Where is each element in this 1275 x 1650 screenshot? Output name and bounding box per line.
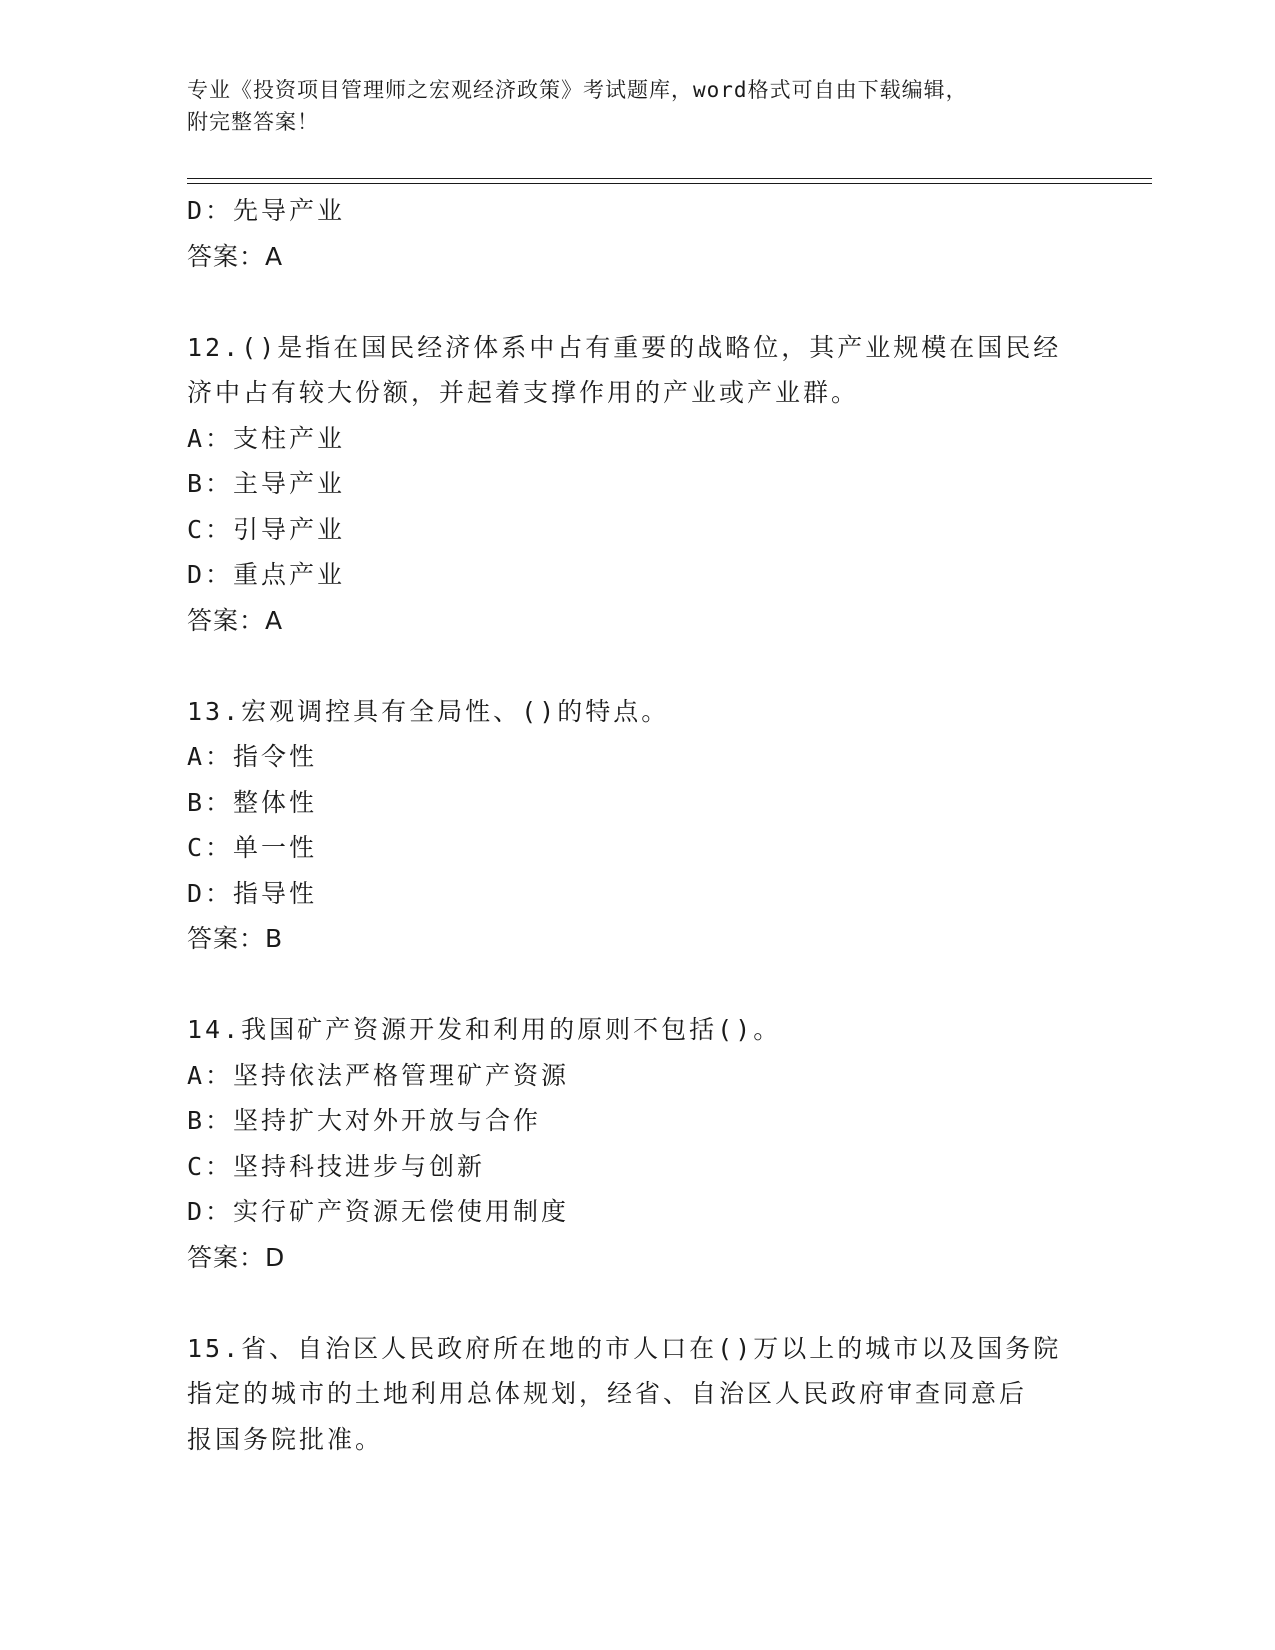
question-13 — [187, 689, 1087, 962]
option-d: D：先导产业 — [187, 196, 346, 225]
option-a: A：支柱产业 — [187, 423, 346, 453]
option-c: C：单一性 — [187, 833, 318, 862]
question-stem: 14.我国矿产资源开发和利用的原则不包括()。 — [187, 1015, 782, 1044]
spacer — [187, 1280, 1087, 1326]
question-14 — [187, 1007, 1087, 1280]
option-c: C：坚持科技进步与创新 — [187, 1151, 486, 1181]
answer: 答案：A — [187, 241, 284, 271]
document-header — [187, 74, 1087, 138]
spacer — [187, 962, 1087, 1008]
option-d: D：指导性 — [187, 878, 318, 908]
question-stem: 济中占有较大份额，并起着支撑作用的产业或产业群。 — [187, 378, 860, 407]
header-line-1: 专业《投资项目管理师之宏观经济政策》考试题库，word格式可自由下载编辑， — [187, 78, 968, 102]
option-b: B：主导产业 — [187, 469, 346, 498]
option-a: A：指令性 — [187, 742, 318, 771]
header-divider-top — [187, 178, 1152, 179]
option-c: C：引导产业 — [187, 514, 346, 544]
spacer — [187, 279, 1087, 325]
question-stem: 12.()是指在国民经济体系中占有重要的战略位，其产业规模在国民经 — [187, 332, 1062, 362]
answer: 答案：B — [187, 924, 284, 953]
question-12 — [187, 325, 1087, 644]
question-stem: 13.宏观调控具有全局性、()的特点。 — [187, 696, 670, 726]
document-body — [187, 188, 1087, 1462]
header-line-2: 附完整答案！ — [187, 110, 319, 134]
question-stem: 指定的城市的土地利用总体规划，经省、自治区人民政府审查同意后 — [187, 1379, 1028, 1408]
answer: 答案：D — [187, 1242, 286, 1272]
question-stem: 报国务院批准。 — [187, 1424, 384, 1454]
answer: 答案：A — [187, 605, 284, 635]
option-b: B：整体性 — [187, 787, 318, 817]
option-d: D：实行矿产资源无偿使用制度 — [187, 1197, 570, 1226]
option-d: D：重点产业 — [187, 560, 346, 589]
option-b: B：坚持扩大对外开放与合作 — [187, 1106, 542, 1135]
question-15 — [187, 1326, 1087, 1463]
spacer — [187, 643, 1087, 689]
option-a: A：坚持依法严格管理矿产资源 — [187, 1060, 570, 1090]
question-stem: 15.省、自治区人民政府所在地的市人口在()万以上的城市以及国务院 — [187, 1333, 1062, 1363]
header-divider-bottom — [187, 183, 1152, 184]
